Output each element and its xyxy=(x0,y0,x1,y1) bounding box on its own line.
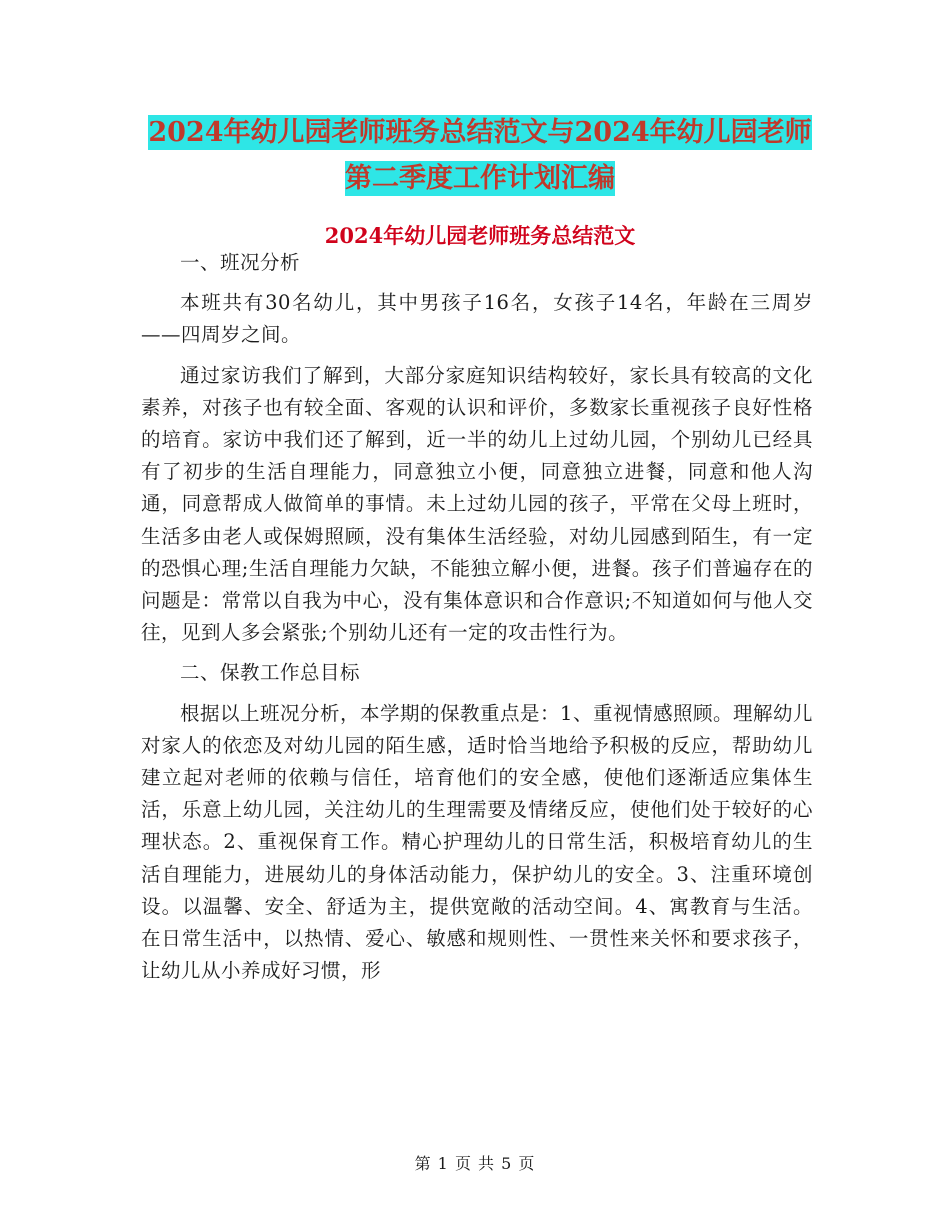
paragraph-heading-1: 一、班况分析 xyxy=(180,251,301,274)
paragraph: 根据以上班况分析，本学期的保教重点是：1、重视情感照顾。理解幼儿对家人的依恋及对幼儿园的陌生感，适时恰当地给予积极的反应，帮助幼儿建立起对老师的依赖与信任，培育他们的安全感，使他们逐渐适应集体生活，乐意上幼儿园，关注幼儿的生理需要及情绪反应，使他们处于较好的心理状态。2、重视保育工作。精心护理幼儿的日常生活，积极培育幼儿的生活自理能力，进展幼儿的身体活动能力，保护幼儿的安全。3、注重环境创设。以温馨、安全、舒适为主，提供宽敞的活动空间。4、寓教育与生活。在日常生活中，以热情、爱心、敏感和规则性、一贯性来关怀和要求孩子，让幼儿从小养成好习惯，形 xyxy=(141,701,813,983)
document-title-line-1: 2024年幼儿园老师班务总结范文与2024年幼儿园老师 xyxy=(148,117,812,148)
paragraph: 本班共有30名幼儿，其中男孩子16名，女孩子14名，年龄在三周岁——四周岁之间。 xyxy=(141,291,813,347)
document-title xyxy=(140,110,820,202)
page-footer: 第 1 页 共 5 页 xyxy=(414,1154,536,1173)
paragraph: 通过家访我们了解到，大部分家庭知识结构较好，家长具有较高的文化素养，对孩子也有较全面、客观的认识和评价，多数家长重视孩子良好性格的培育。家访中我们还了解到，近一半的幼儿上过幼儿园，个别幼儿已经具有了初步的生活自理能力，同意独立小便，同意独立进餐，同意和他人沟通，同意帮成人做简单的事情。未上过幼儿园的孩子，平常在父母上班时，生活多由老人或保姆照顾，没有集体生活经验，对幼儿园感到陌生，有一定的恐惧心理;生活自理能力欠缺，不能独立解小便，进餐。孩子们普遍存在的问题是：常常以自我为中心，没有集体意识和合作意识;不知道如何与他人交往，见到人多会紧张;个别幼儿还有一定的攻击性行为。 xyxy=(141,363,813,645)
document-body xyxy=(141,247,813,987)
section-title: 2024年幼儿园老师班务总结范文 xyxy=(324,223,636,248)
paragraph-heading-2: 二、保教工作总目标 xyxy=(180,661,361,685)
document-title-line-2: 第二季度工作计划汇编 xyxy=(345,163,615,194)
